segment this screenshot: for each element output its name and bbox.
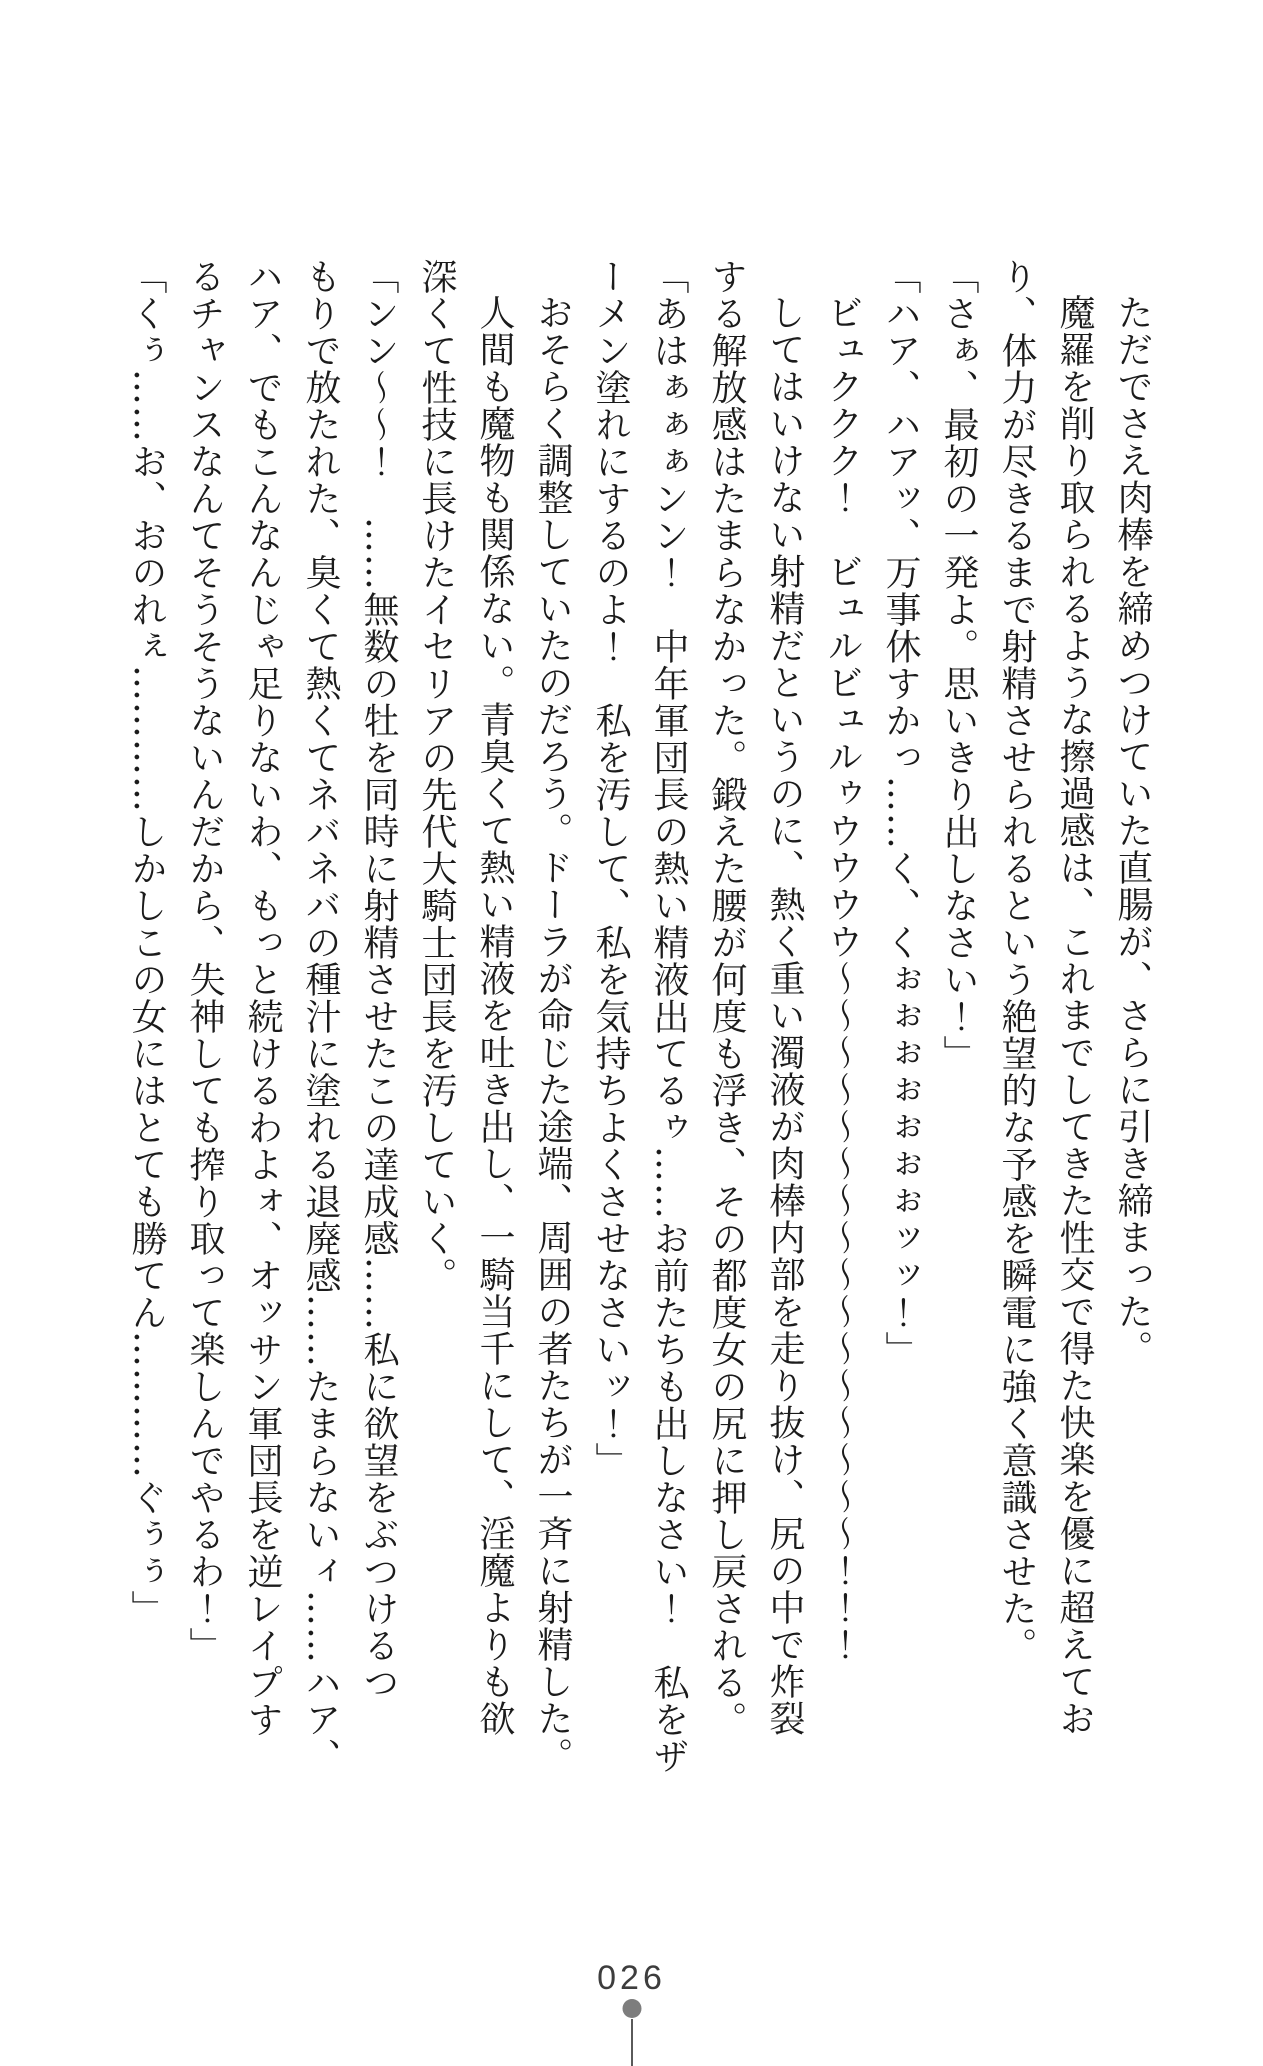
- text-line: ビュククク！ ビュルビュルゥウウウウ〜〜〜〜〜〜〜〜〜〜〜〜〜〜〜〜！！！: [822, 294, 863, 1663]
- text-line: ハア、でもこんなんじゃ足りないわ、もっと続けるわよォ、オッサン軍団長を逆レイプす: [242, 258, 283, 1738]
- text-line: 「あはぁぁぁンン！ 中年軍団長の熱い精液出てるゥ……お前たちも出しなさい！ 私をザ: [648, 258, 689, 1775]
- text-line: する解放感はたまらなかった。鍛えた腰が何度も浮き、その都度女の尻に押し戻される。: [706, 258, 747, 1738]
- page-text-block: [117, 258, 1161, 1818]
- page-number: 026: [597, 1959, 666, 1997]
- footer-dot-ornament: [622, 1999, 641, 2018]
- text-line: り、体力が尽きるまで射精させられるという絶望的な予感を瞬電に強く意識させた。: [996, 258, 1037, 1664]
- text-line: ただでさえ肉棒を締めつけていた直腸が、さらに引き締まった。: [1112, 294, 1153, 1367]
- text-line: 「さぁ、最初の一発よ。思いきり出しなさい！」: [938, 258, 979, 1072]
- footer-rule-ornament: [631, 2019, 633, 2066]
- text-line: ーメン塗れにするのよ！ 私を汚して、私を気持ちよくさせなさいッ！」: [590, 258, 631, 1479]
- text-line: おそらく調整していたのだろう。ドーラが命じた途端、周囲の者たちが一斉に射精した。: [532, 294, 573, 1774]
- text-line: 深くて性技に長けたイセリアの先代大騎士団長を汚していく。: [416, 258, 457, 1294]
- text-line: るチャンスなんてそうそうないんだから、失神しても搾り取って楽しんでやるわ！」: [184, 258, 225, 1664]
- text-line: 魔羅を削り取られるような擦過感は、これまでしてきた性交で得た快楽を優に超えてお: [1054, 294, 1095, 1737]
- text-line: 「くぅ……お、おのれぇ…………しかしこの女にはとても勝てん…………ぐぅぅ」: [126, 258, 167, 1627]
- text-line: 人間も魔物も関係ない。青臭くて熱い精液を吐き出し、一騎当千にして、淫魔よりも欲: [474, 294, 515, 1737]
- text-line: 「ハア、ハアッ、万事休すかっ……く、くぉぉぉぉぉぉぉッッ！」: [880, 258, 921, 1368]
- text-line: してはいけない射精だというのに、熱く重い濁液が肉棒内部を走り抜け、尻の中で炸裂: [764, 294, 805, 1737]
- text-line: もりで放たれた、臭くて熱くてネバネバの種汁に塗れる退廃感……たまらないィ……ハア、: [300, 258, 341, 1775]
- text-line: 「ンン〜〜！ ……無数の牡を同時に射精させたこの達成感……私に欲望をぶつけるつ: [358, 258, 399, 1701]
